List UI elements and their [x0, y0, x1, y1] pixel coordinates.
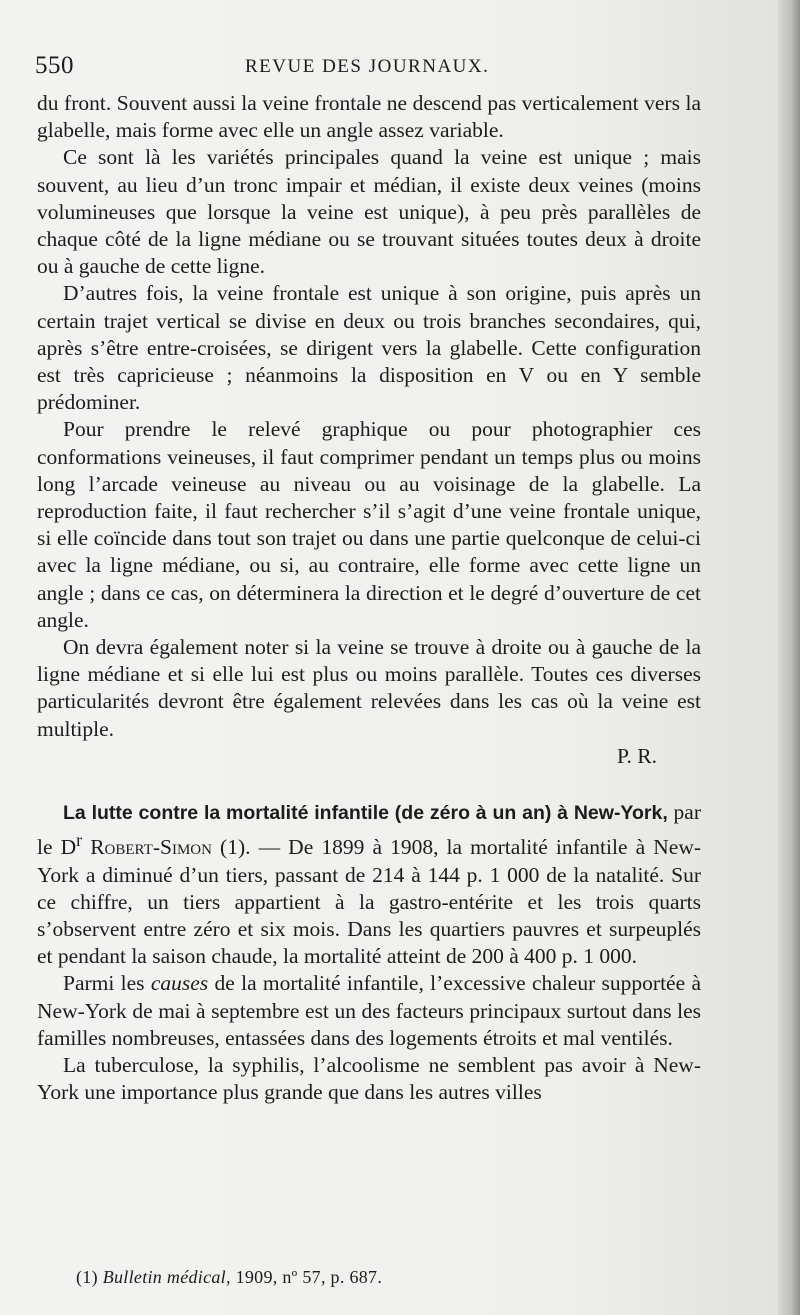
byline-prefix: par le D — [37, 800, 701, 860]
paragraph: On devra également noter si la veine se trouve à droite ou à gauche de la ligne médiane et si elle lui est plus ou moins parallèle. Toutes ces diverses particularités devront être également relevées dans les cas où la veine est multiple. — [37, 635, 701, 741]
running-head: REVUE DES JOURNAUX. — [245, 56, 490, 77]
footnote-citation: 1909, nº 57, p. 687. — [230, 1267, 383, 1287]
article-paragraph — [37, 799, 701, 970]
paragraph: du front. Souvent aussi la veine frontale ne descend pas verticalement vers la glabelle, mais forme avec elle un angle assez variable. — [37, 91, 701, 143]
article-title: La lutte contre la mortalité infantile (de zéro à un an) à New-York, — [63, 802, 668, 825]
text-run: Parmi les — [63, 971, 151, 996]
emphasis: causes — [150, 971, 209, 996]
text-run: de la mortalité infantile, l’excessive chaleur supportée à New-York de mai à septembre est un des facteurs principaux surtout dans les familles nombreuses, entassées dans des logements étroits et mal ventilés. — [37, 971, 701, 1050]
footnote-number: (1) — [76, 1267, 103, 1287]
paragraph: D’autres fois, la veine frontale est unique à son origine, puis après un certain trajet vertical se divise en deux ou trois branches secondaires, qui, après s’être entre-croisées, se dirigent vers la glabelle. Cette configuration est très capricieuse ; néanmoins la disposition en V ou en Y semble prédominer. — [37, 281, 701, 415]
page-edge — [778, 0, 800, 1315]
paragraph: Ce sont là les variétés principales quand la veine est unique ; mais souvent, au lieu d’un tronc impair et médian, il existe deux veines (moins volumineuses que lorsque la veine est unique), à peu près parallèles de chaque côté de la ligne médiane ou se trouvant situées toutes deux à droite ou à gauche de cette ligne. — [37, 145, 701, 279]
footnote — [76, 1267, 382, 1288]
signature: P. R. — [616, 743, 657, 768]
page-header — [35, 52, 700, 86]
byline-superscript: r — [76, 830, 83, 851]
body-text — [37, 90, 701, 1106]
author-name: Robert-Simon — [90, 835, 212, 860]
paragraph: Pour prendre le relevé graphique ou pour photographier ces conformations veineuses, il faut comprimer pendant un temps plus ou moins long l’arcade veineuse au niveau ou au voisinage de la glabelle. La reproduction faite, il faut rechercher s’il s’agit d’une veine frontale unique, si elle coïncide dans tout son trajet ou dans une partie quelconque de celui-ci avec la ligne médiane, ou si, au contraire, elle forme avec cette ligne un angle ; dans ce cas, on déterminera la direction et le degré d’ouverture de cet angle. — [37, 417, 701, 632]
article-lead: (1). — De 1899 à 1908, la mortalité infantile à New-York a diminué d’un tiers, passant de 214 à 144 p. 1 000 de la natalité. Sur ce chiffre, un tiers appartient à la gastro-entérite et les trois quarts s’observent entre zéro et six mois. Dans les quartiers pauvres et surpeuplés et pendant la saison chaude, la mortalité atteint de 200 à 400 p. 1 000. — [37, 835, 702, 969]
article-paragraph — [37, 970, 701, 1052]
footnote-journal: Bulletin médical, — [102, 1267, 231, 1287]
article-paragraph: La tuberculose, la syphilis, l’alcoolisme ne semblent pas avoir à New-York une importance plus grande que dans les autres villes — [37, 1053, 701, 1105]
page-number: 550 — [35, 52, 74, 79]
